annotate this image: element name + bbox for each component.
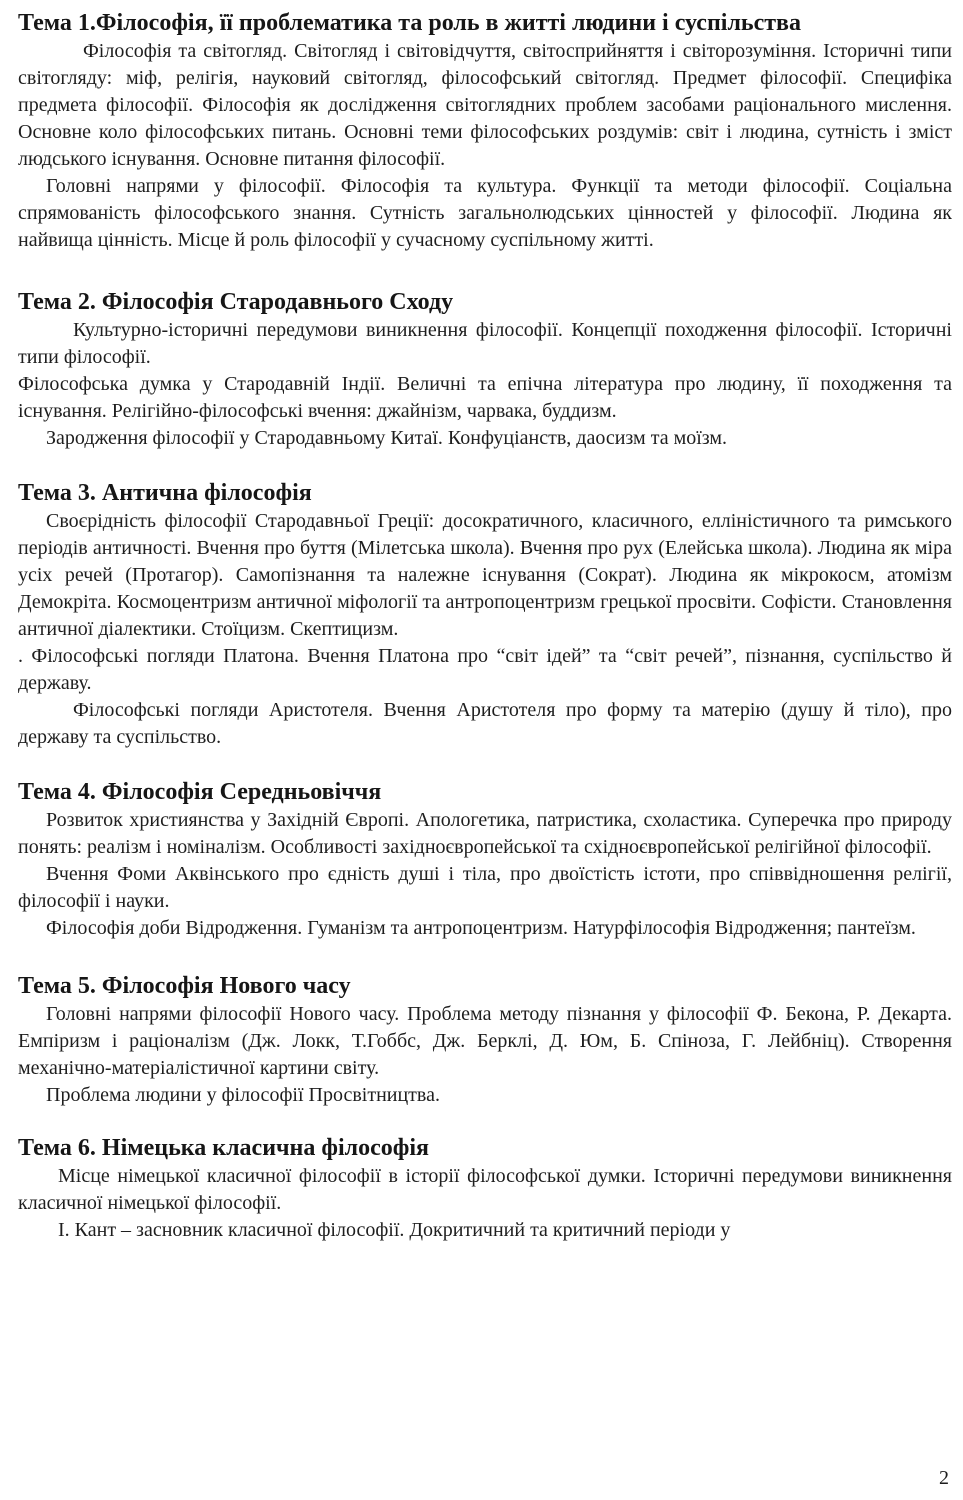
paragraph: Головні напрями у філософії. Філософія та культура. Функції та методи філософії. Соціальна спрямованість філософського знання. Сутність загальнолюдських цінностей у філософії. Людина як найвища цінність. Місце й роль філософії у сучасному суспільному житті. bbox=[18, 175, 952, 251]
paragraph: Проблема людини у філософії Просвітництва. bbox=[46, 1084, 440, 1106]
section-heading: Тема 3. Антична філософія bbox=[18, 480, 312, 506]
section-topic-3 bbox=[18, 478, 952, 751]
section-topic-5 bbox=[18, 971, 952, 1109]
paragraph: Розвиток християнства у Західній Європі. Апологетика, патристика, схоластика. Суперечка про природу понять: реалізм і номіналізм. Особливості західноєвропейської та східноєвропейської релігійної філософії. bbox=[18, 809, 952, 858]
page-number: 2 bbox=[939, 1467, 949, 1489]
section-heading: Тема 4. Філософія Середньовіччя bbox=[18, 779, 382, 805]
paragraph: Своєрідність філософії Стародавньої Греції: досократичного, класичного, елліністичного та римського періодів античності. Вчення про буття (Мілетська школа). Вчення про рух (Елейська школа). Людина як міра усіх речей (Протагор). Самопізнання та належне існування (Сократ). Людина як мікрокосм, атомізм Демокріта. Космоцентризм античної міфології та антропоцентризм грецької просвіти. Софісти. Становлення античної діалектики. Стоїцизм. Скептицизм. bbox=[18, 510, 952, 640]
paragraph: Місце німецької класичної філософії в історії філософської думки. Історичні передумови виникнення класичної німецької філософії. bbox=[18, 1165, 952, 1214]
paragraph: І. Кант – засновник класичної філософії. Докритичний та критичний періоди у bbox=[58, 1219, 731, 1241]
paragraph: Вчення Фоми Аквінського про єдність душі і тіла, про двоїстість істоти, про співвідношення релігії, філософії і науки. bbox=[18, 863, 952, 912]
section-heading: Тема 5. Філософія Нового часу bbox=[18, 973, 351, 999]
section-heading: Тема 1.Філософія, її проблематика та роль в житті людини і суспільства bbox=[18, 10, 801, 36]
paragraph: Культурно-історичні передумови виникнення філософії. Концепції походження філософії. Історичні типи філософії. bbox=[18, 319, 952, 368]
paragraph: Зародження філософії у Стародавньому Китаї. Конфуціанств, даосизм та моїзм. bbox=[46, 427, 728, 449]
paragraph: Філософські погляди Аристотеля. Вчення Аристотеля про форму та матерію (душу й тіло), про державу та суспільство. bbox=[18, 699, 952, 748]
paragraph: Філософія та світогляд. Світогляд і світовідчуття, світосприйняття і світорозуміння. Історичні типи світогляду: міф, релігія, науковий світогляд, філософський світогляд. Предмет філософії. Специфіка предмета філософії. Філософія як дослідження світоглядних проблем засобами раціонального мислення. Основне коло філософських питань. Основні теми філософських роздумів: світ і людина, сутність і зміст людського існування. Основне питання філософії. bbox=[18, 40, 952, 170]
paragraph: . Філософські погляди Платона. Вчення Платона про “світ ідей” та “світ речей”, пізнання, суспільство й державу. bbox=[18, 645, 952, 694]
section-heading: Тема 6. Німецька класична філософія bbox=[18, 1135, 430, 1161]
section-heading: Тема 2. Філософія Стародавнього Сходу bbox=[18, 289, 454, 315]
section-topic-2 bbox=[18, 287, 952, 452]
section-topic-4 bbox=[18, 777, 952, 942]
paragraph: Головні напрями філософії Нового часу. Проблема методу пізнання у філософії Ф. Бекона, Р. Декарта. Емпіризм і раціоналізм (Дж. Локк, Т.Гоббс, Дж. Берклі, Д. Юм, Б. Спіноза, Г. Лейбніц). Створення механічно-матеріалістичної картини світу. bbox=[18, 1003, 952, 1079]
document-page bbox=[18, 8, 952, 1244]
paragraph: Філософська думка у Стародавній Індії. Величні та епічна література про людину, її походження та існування. Релігійно-філософські вчення: джайнізм, чарвака, буддизм. bbox=[18, 373, 952, 422]
paragraph: Філософія доби Відродження. Гуманізм та антропоцентризм. Натурфілософія Відродження; пантеїзм. bbox=[46, 917, 916, 939]
section-topic-6 bbox=[18, 1133, 952, 1244]
section-topic-1 bbox=[18, 8, 952, 254]
